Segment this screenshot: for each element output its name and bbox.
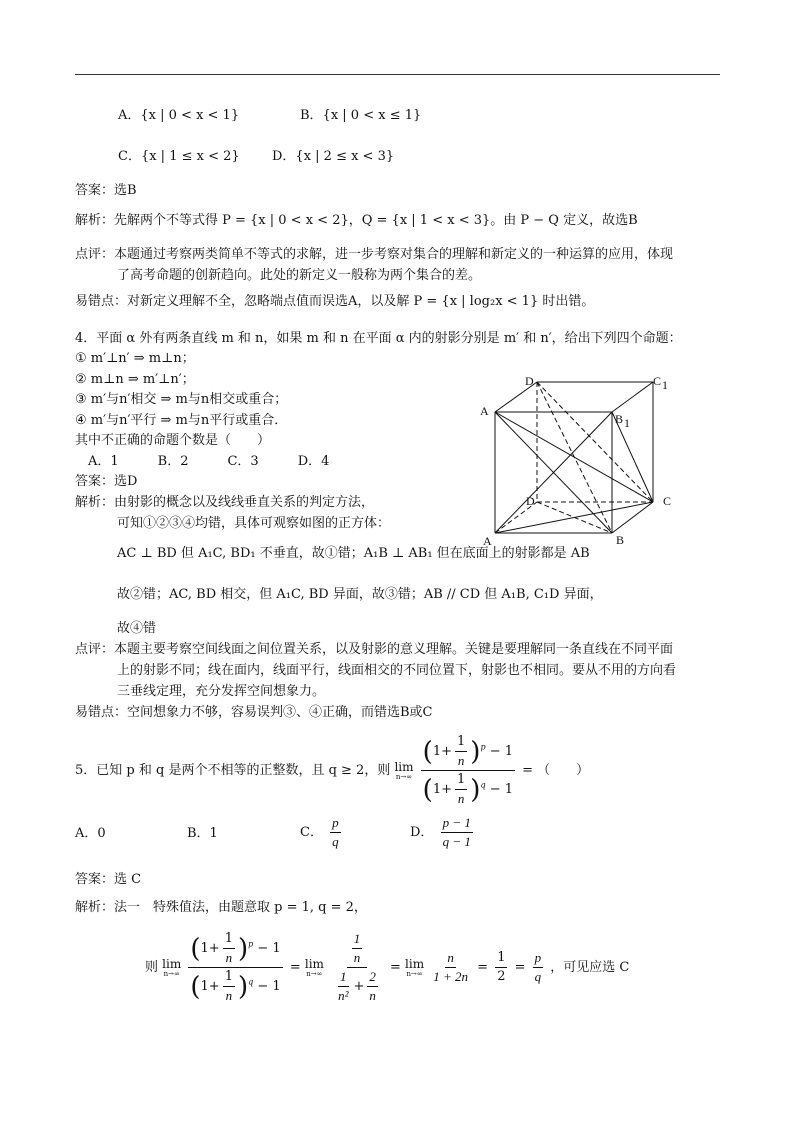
q5-stem-paren: （ ） xyxy=(537,763,590,778)
q4-analysis-line3: AC ⊥ BD 但 A₁C, BD₁ 不垂直，故①错；A₁B ⊥ AB₁ 但在底面上的射影都是 AB xyxy=(117,546,590,561)
q4-stem: 4．平面 α 外有两条直线 m 和 n，如果 m 和 n 在平面 α 内的射影分别是 m′ 和 n′，给出下列四个命题： xyxy=(75,331,682,346)
q4-analysis-line2: 可知①②③④均错，具体可观察如图的正方体： xyxy=(117,516,391,531)
q3-option-c: C．{x | 1 ≤ x < 2} xyxy=(118,149,240,164)
q4-error-point: 易错点：空间想象力不够，容易误判③、④正确，而错选B或C xyxy=(75,705,433,720)
q3-option-a: A．{x | 0 < x < 1} xyxy=(118,108,240,123)
label-d: D xyxy=(526,494,535,508)
label-b1-sub: 1 xyxy=(624,416,630,430)
edge-b-c xyxy=(612,502,653,533)
q3-error-point: 易错点：对新定义理解不全，忽略端点值而误选A，以及解 P = {x | log₂x < 1} 时出错。 xyxy=(75,294,595,309)
label-c: C xyxy=(663,494,672,508)
q4-comment-line3: 三垂线定理，充分发挥空间想象力。 xyxy=(117,684,326,699)
q5-analysis: 解析：法一 特殊值法，由题意取 p = 1, q = 2， xyxy=(75,900,367,915)
q5-lim-operator: lim n→∞ xyxy=(394,759,414,781)
q3-option-d: D．{x | 2 ≤ x < 3} xyxy=(272,149,395,164)
diag-d1-b xyxy=(537,382,612,533)
q5-stem-text: 5．已知 p 和 q 是两个不相等的正整数，且 q ≥ 2，则 xyxy=(75,763,391,778)
q5-worked-expression: 则 lim n→∞ (1+ $\frac{1}{n}$ )$^p$ − 1 (1+ $\frac{1}{n}$ )$^q$ − 1 = lim n→∞ $\frac{1}{n}$ $\frac{1}{\text{n²}}$ + $\frac{2}{n}$ = lim n→∞ $\frac{n}{1 + 2n}$ = $\frac{1}{2}$ = $\frac{p}{q}$ ，可见应选 C xyxy=(145,931,630,1003)
q4-comment-line1: 点评：本题主要考察空间线面之间位置关系，以及射影的意义理解。关键是要理解同一条直线在不同平面 xyxy=(75,642,674,657)
q5-limit-fraction: (1+ $\frac{1}{n}$ )$^p$ − 1 (1+ $\frac{1}{n}$ )$^q$ − 1 xyxy=(422,734,513,806)
q5-option-d-label: D． xyxy=(410,825,434,840)
q4-analysis-line1: 解析：由射影的概念以及线线垂直关系的判定方法， xyxy=(75,495,375,510)
q5-option-a: A．0 xyxy=(75,826,106,841)
q5-option-d xyxy=(410,813,476,853)
q4-proposition-3: ③ m′与n′相交 ⇒ m与n相交或重合； xyxy=(75,392,288,407)
label-b1: B xyxy=(615,412,624,426)
label-b: B xyxy=(616,533,625,547)
label-a1: A xyxy=(480,404,489,418)
edge-b1-c1 xyxy=(612,382,653,412)
q4-analysis-line5: 故④错 xyxy=(117,621,157,636)
q4-analysis-line4: 故②错；AC, BD 相交，但 A₁C, BD 异面，故③错；AB // CD 但 A₁B, C₁D 异面， xyxy=(117,587,603,602)
label-d1: D xyxy=(525,374,534,388)
q5-option-d-fraction: $\frac{p - 1}{q - 1}$ xyxy=(442,815,471,849)
q5-conclusion: ，可见应选 C xyxy=(550,960,630,975)
q3-comment-line2: 了高考命题的创新趋向。此处的新定义一般称为两个集合的差。 xyxy=(117,268,482,283)
label-c1-sub: 1 xyxy=(662,378,668,392)
q3-option-b: B．{x | 0 < x ≤ 1} xyxy=(300,108,422,123)
q3-analysis: 解析：先解两个不等式得 P = {x | 0 < x < 2}，Q = {x | 1 < x < 3}。由 P − Q 定义，故选B xyxy=(75,213,638,228)
q5-answer: 答案：选 C xyxy=(75,872,142,887)
q3-answer: 答案：选B xyxy=(75,183,137,198)
header-rule xyxy=(75,74,720,75)
q5-option-b: B．1 xyxy=(187,826,218,841)
q5-option-c-fraction: $\frac{p}{q}$ xyxy=(332,815,339,849)
q4-proposition-4: ④ m′与n′平行 ⇒ m与n平行或重合． xyxy=(75,413,288,428)
q4-question: 其中不正确的命题个数是（ ） xyxy=(75,433,271,448)
q4-comment-line2: 上的射影不同；线在面内，线面平行，线面相交的不同位置下，射影也不相同。要从不用的方向看 xyxy=(117,663,677,678)
q5-option-c-label: C． xyxy=(300,825,323,840)
q4-options: A．1 B．2 C．3 D．4 xyxy=(88,454,330,469)
label-a: A xyxy=(483,534,492,548)
q5-option-c xyxy=(300,813,344,853)
q4-proposition-2: ② m⊥n ⇒ m′⊥n′； xyxy=(75,372,195,387)
label-c1: C xyxy=(653,374,662,388)
diag-d1-c xyxy=(537,382,653,502)
q3-comment-line1: 点评：本题通过考察两类简单不等式的求解，进一步考察对集合的理解和新定义的一种运算的应用，体现 xyxy=(75,247,674,262)
q4-proposition-1: ① m′⊥n′ ⇒ m⊥n； xyxy=(75,351,195,366)
q5-stem: 5．已知 p 和 q 是两个不相等的正整数，且 q ≥ 2，则 lim n→∞ (1+ $\frac{1}{n}$ )$^p$ − 1 (1+ $\frac{1}{n}$ )$^q$ − 1 = （ ） xyxy=(75,734,590,806)
q4-answer: 答案：选D xyxy=(75,474,138,489)
diag-d-b xyxy=(537,502,612,533)
cube-diagram xyxy=(470,368,690,553)
q5-ze: 则 xyxy=(145,960,159,975)
